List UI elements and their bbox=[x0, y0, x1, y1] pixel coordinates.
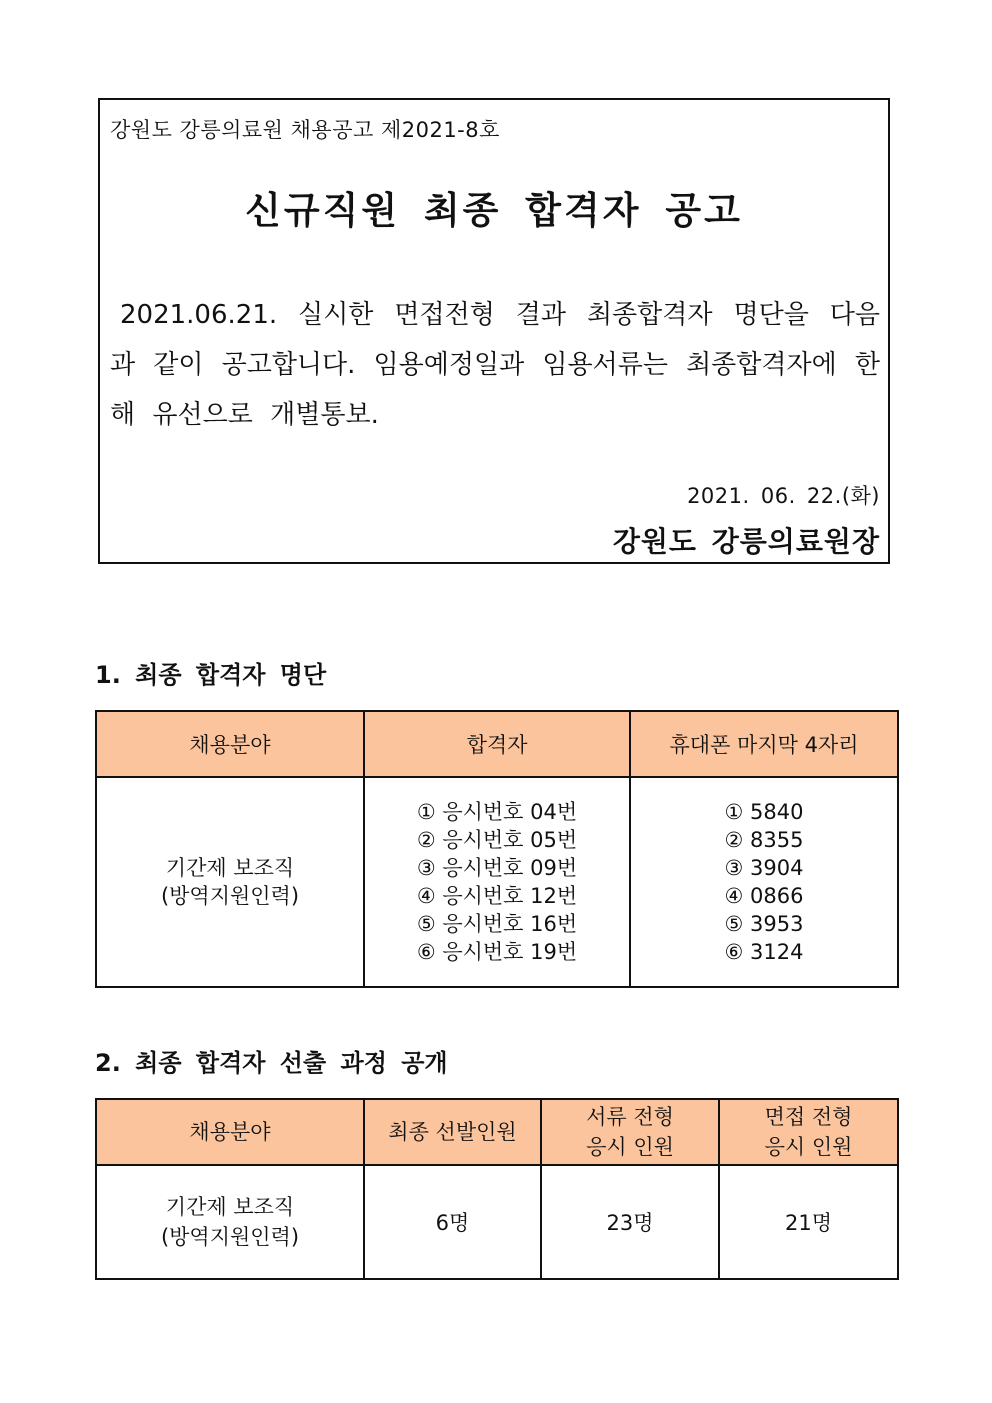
table-header-row bbox=[96, 711, 898, 777]
phone-item: ④ 0866 bbox=[724, 884, 804, 908]
passer-item: ③ 응시번호 09번 bbox=[416, 856, 578, 880]
field-line2: (방역지원인력) bbox=[160, 884, 300, 908]
final-count-cell: 6명 bbox=[364, 1165, 541, 1279]
header-doc-line1: 서류 전형 bbox=[586, 1105, 674, 1129]
table-header-row bbox=[96, 1099, 898, 1165]
header-document-screening bbox=[541, 1099, 719, 1165]
header-final-count: 최종 선발인원 bbox=[364, 1099, 541, 1165]
header-field: 채용분야 bbox=[96, 1099, 364, 1165]
phone-item: ⑤ 3953 bbox=[724, 912, 804, 936]
header-interview-line2: 응시 인원 bbox=[764, 1135, 853, 1159]
section2-heading: 2. 최종 합격자 선출 과정 공개 bbox=[95, 1049, 448, 1077]
field-line1: 기간제 보조직 bbox=[165, 856, 295, 880]
header-interview-screening bbox=[719, 1099, 898, 1165]
passer-item: ⑤ 응시번호 16번 bbox=[416, 912, 578, 936]
passer-cell bbox=[364, 777, 630, 987]
phone-item: ③ 3904 bbox=[724, 856, 804, 880]
interview-count-cell: 21명 bbox=[719, 1165, 898, 1279]
table-row bbox=[96, 777, 898, 987]
field-line2: (방역지원인력) bbox=[160, 1225, 300, 1249]
section1-heading: 1. 최종 합격자 명단 bbox=[95, 661, 327, 689]
header-doc-line2: 응시 인원 bbox=[586, 1135, 674, 1159]
notice-title: 신규직원 최종 합격자 공고 bbox=[245, 189, 743, 232]
notice-box bbox=[98, 98, 890, 564]
field-cell bbox=[96, 1165, 364, 1279]
notice-issuer: 강원도 강릉의료원장 bbox=[612, 525, 880, 558]
final-passers-table bbox=[95, 710, 899, 988]
notice-body: 2021.06.21. 실시한 면접전형 결과 최종합격자 명단을 다음과 같이 공고합니다. 임용예정일과 임용서류는 최종합격자에 한해 유선으로 개별통보. bbox=[110, 300, 880, 430]
phone-item: ① 5840 bbox=[724, 800, 804, 824]
notice-number: 강원도 강릉의료원 채용공고 제2021-8호 bbox=[110, 118, 500, 142]
phone-item: ⑥ 3124 bbox=[724, 940, 804, 964]
phone-cell bbox=[630, 777, 898, 987]
field-line1: 기간제 보조직 bbox=[165, 1195, 295, 1219]
header-passer: 합격자 bbox=[364, 711, 630, 777]
passer-item: ④ 응시번호 12번 bbox=[416, 884, 578, 908]
passer-item: ① 응시번호 04번 bbox=[416, 800, 578, 824]
document-count-cell: 23명 bbox=[541, 1165, 719, 1279]
phone-item: ② 8355 bbox=[724, 828, 804, 852]
selection-process-table bbox=[95, 1098, 899, 1280]
field-cell bbox=[96, 777, 364, 987]
passer-item: ⑥ 응시번호 19번 bbox=[416, 940, 578, 964]
header-interview-line1: 면접 전형 bbox=[764, 1105, 853, 1129]
table-row bbox=[96, 1165, 898, 1279]
header-phone: 휴대폰 마지막 4자리 bbox=[630, 711, 898, 777]
passer-item: ② 응시번호 05번 bbox=[416, 828, 578, 852]
notice-date: 2021. 06. 22.(화) bbox=[687, 484, 880, 508]
header-field: 채용분야 bbox=[96, 711, 364, 777]
